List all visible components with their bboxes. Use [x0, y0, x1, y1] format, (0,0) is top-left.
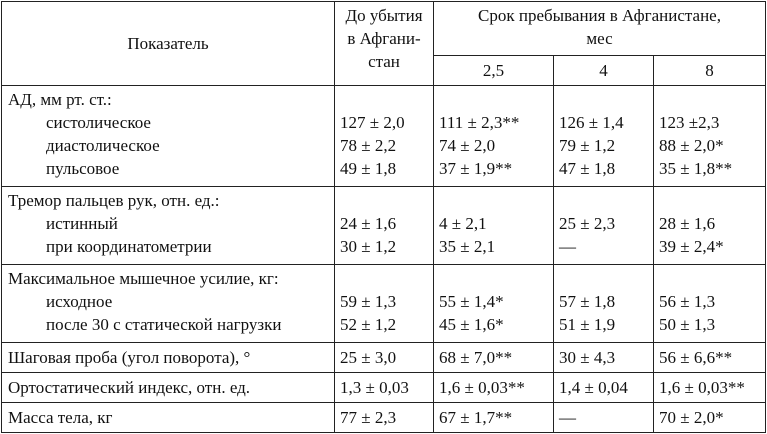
header-row: [2, 2, 766, 56]
table-row-group: [2, 187, 766, 265]
value: 30 ± 1,2: [340, 237, 397, 256]
value: 59 ± 1,3: [340, 292, 397, 311]
header-before-line: стан: [368, 52, 400, 71]
value: 37 ± 1,9**: [439, 159, 513, 178]
sub-indicator: исходное: [46, 292, 113, 311]
value: 4 ± 2,1: [439, 214, 487, 233]
indicator-cell: [2, 86, 335, 187]
indicator-cell: [2, 187, 335, 265]
value-cell: [335, 265, 434, 343]
value: 50 ± 1,3: [659, 315, 716, 334]
value-cell: 77 ± 2,3: [335, 403, 434, 433]
header-month: 2,5: [434, 56, 554, 86]
value: 47 ± 1,8: [559, 159, 616, 178]
table-row-group: [2, 86, 766, 187]
value-cell: 25 ± 3,0: [335, 343, 434, 373]
value: 45 ± 1,6*: [439, 315, 504, 334]
value: 35 ± 1,8**: [659, 159, 733, 178]
value: 55 ± 1,4*: [439, 292, 504, 311]
value-cell: [434, 86, 554, 187]
group-title: Максимальное мышечное усилие, кг:: [8, 269, 279, 288]
value: 127 ± 2,0: [340, 113, 405, 132]
header-period: [434, 2, 766, 56]
data-table: [1, 1, 766, 433]
value-cell: [554, 265, 654, 343]
value: 49 ± 1,8: [340, 159, 397, 178]
table-row: [2, 373, 766, 403]
header-period-line: мес: [586, 29, 613, 48]
value-cell: [654, 265, 766, 343]
value: 78 ± 2,2: [340, 136, 397, 155]
sub-indicator: истинный: [46, 214, 118, 233]
value-cell: 30 ± 4,3: [554, 343, 654, 373]
value-cell: —: [554, 403, 654, 433]
value: 111 ± 2,3**: [439, 113, 520, 132]
value-cell: [654, 187, 766, 265]
indicator-cell: Ортостатический индекс, отн. ед.: [2, 373, 335, 403]
value-cell: 70 ± 2,0*: [654, 403, 766, 433]
header-before-departure: [335, 2, 434, 86]
sub-indicator: диастолическое: [46, 136, 160, 155]
sub-indicator: систолическое: [46, 113, 151, 132]
table-row-group: [2, 265, 766, 343]
header-before-line: До убытия: [345, 6, 423, 25]
value-cell: [434, 265, 554, 343]
sub-indicator: пульсовое: [46, 159, 120, 178]
value-cell: [554, 187, 654, 265]
group-title: АД, мм рт. ст.:: [8, 90, 112, 109]
value: 28 ± 1,6: [659, 214, 716, 233]
indicator-cell: Шаговая проба (угол поворота), °: [2, 343, 335, 373]
value: 24 ± 1,6: [340, 214, 397, 233]
header-month: 8: [654, 56, 766, 86]
value: 74 ± 2,0: [439, 136, 496, 155]
value-cell: [434, 187, 554, 265]
value: 79 ± 1,2: [559, 136, 616, 155]
sub-indicator: при координатометрии: [46, 237, 212, 256]
value-cell: [335, 86, 434, 187]
value: 56 ± 1,3: [659, 292, 716, 311]
value-cell: 1,3 ± 0,03: [335, 373, 434, 403]
table-row: [2, 343, 766, 373]
value-cell: 56 ± 6,6**: [654, 343, 766, 373]
value-cell: 67 ± 1,7**: [434, 403, 554, 433]
value: 25 ± 2,3: [559, 214, 616, 233]
value-cell: 1,4 ± 0,04: [554, 373, 654, 403]
indicator-cell: [2, 265, 335, 343]
group-title: Тремор пальцев рук, отн. ед.:: [8, 191, 220, 210]
value: 123 ±2,3: [659, 113, 720, 132]
value-cell: 68 ± 7,0**: [434, 343, 554, 373]
value: 126 ± 1,4: [559, 113, 624, 132]
value: 88 ± 2,0*: [659, 136, 724, 155]
value-cell: 1,6 ± 0,03**: [434, 373, 554, 403]
value-cell: [335, 187, 434, 265]
indicator-cell: Масса тела, кг: [2, 403, 335, 433]
value-cell: 1,6 ± 0,03**: [654, 373, 766, 403]
table-row: [2, 403, 766, 433]
value: 52 ± 1,2: [340, 315, 397, 334]
header-indicator: Показатель: [2, 2, 335, 86]
sub-indicator: после 30 с статической нагрузки: [46, 315, 282, 334]
value: —: [559, 237, 576, 256]
header-period-line: Срок пребывания в Афганистане,: [478, 6, 721, 25]
value: 35 ± 2,1: [439, 237, 496, 256]
value-cell: [554, 86, 654, 187]
value: 57 ± 1,8: [559, 292, 616, 311]
header-before-line: в Афгани-: [347, 29, 421, 48]
value: 51 ± 1,9: [559, 315, 616, 334]
value: 39 ± 2,4*: [659, 237, 724, 256]
header-month: 4: [554, 56, 654, 86]
value-cell: [654, 86, 766, 187]
